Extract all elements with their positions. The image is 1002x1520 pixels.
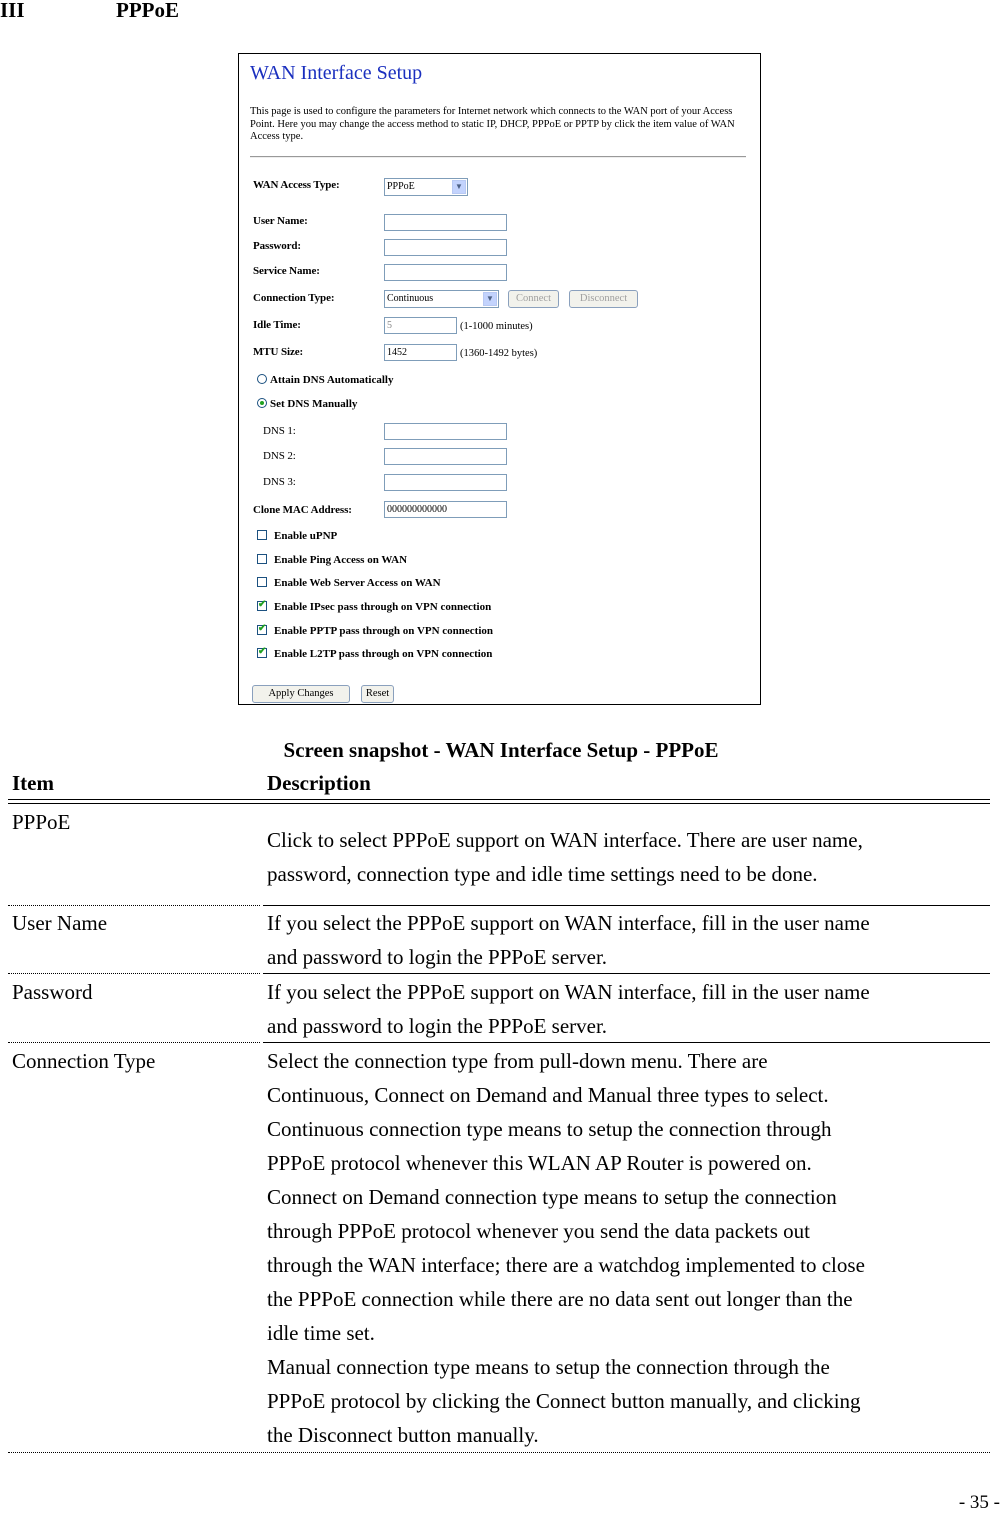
checkbox-l2tp[interactable] [257,648,492,660]
dns3-label: DNS 3: [263,476,296,488]
row-item: Password [12,980,93,1004]
checkbox-ping-access[interactable] [257,554,407,566]
row-divider [263,1042,990,1043]
divider [250,156,746,158]
table-bottom-rule [8,1452,990,1453]
reset-button[interactable]: Reset [361,685,394,703]
dns2-label: DNS 2: [263,450,296,462]
description-line: the PPPoE connection while there are no data sent out longer than the [267,1287,853,1311]
table-header-description: Description [267,771,371,795]
figure-caption: Screen snapshot - WAN Interface Setup - PPPoE [283,738,719,762]
idle-time-input[interactable]: 5 [384,317,457,334]
row-item: Connection Type [12,1049,156,1073]
checkbox-checked-icon [257,625,267,635]
checkbox-checked-icon [257,648,267,658]
description-line: Manual connection type means to setup the connection through the [267,1355,830,1379]
dns-auto-option[interactable] [257,374,393,386]
dns-auto-label: Attain DNS Automatically [270,374,394,386]
row-description [267,975,992,1043]
user-name-label: User Name: [253,215,308,227]
mtu-size-label: MTU Size: [253,346,304,358]
row-description [267,906,992,974]
password-input[interactable] [384,239,507,256]
checkbox-web-access[interactable] [257,577,441,589]
service-name-input[interactable] [384,264,507,281]
checkbox-checked-icon [257,601,267,611]
description-line: idle time set. [267,1321,375,1345]
dns3-input[interactable] [384,474,507,491]
connection-type-value: Continuous [387,293,434,304]
checkbox-label: Enable uPNP [274,530,338,542]
disconnect-button[interactable]: Disconnect [569,290,638,308]
description-line: PPPoE protocol whenever this WLAN AP Router is powered on. [267,1151,812,1175]
chevron-down-icon: ▼ [452,180,466,194]
idle-time-hint: (1-1000 minutes) [460,321,533,332]
description-line: Select the connection type from pull-down menu. There are [267,1049,768,1073]
screen-title: WAN Interface Setup [250,62,423,84]
user-name-input[interactable] [384,214,507,231]
dns1-label: DNS 1: [263,425,296,437]
header-rule [8,803,990,804]
table-header-item: Item [12,771,54,795]
page-number: - 35 - [958,1492,1000,1513]
description-line: PPPoE protocol by clicking the Connect button manually, and clicking [267,1389,861,1413]
description-line: Click to select PPPoE support on WAN interface. There are user name, [267,828,863,852]
connection-type-select[interactable] [384,290,499,308]
dns-manual-label: Set DNS Manually [270,398,358,410]
clone-mac-label: Clone MAC Address: [253,504,352,516]
checkbox-label: Enable Web Server Access on WAN [274,577,441,589]
checkbox-label: Enable PPTP pass through on VPN connection [274,625,494,637]
section-title: PPPoE [116,0,179,22]
checkbox-upnp[interactable] [257,530,337,542]
description-line: password, connection type and idle time settings need to be done. [267,862,818,886]
checkbox-pptp[interactable] [257,625,493,637]
checkbox-label: Enable Ping Access on WAN [274,554,408,566]
wan-access-type-value: PPPoE [387,181,415,192]
description-line: Continuous, Connect on Demand and Manual three types to select. [267,1083,829,1107]
chevron-down-icon: ▼ [483,292,497,306]
checkbox-ipsec[interactable] [257,601,491,613]
checkbox-label: Enable IPsec pass through on VPN connection [274,601,492,613]
header-rule [8,799,990,800]
apply-changes-button[interactable]: Apply Changes [252,685,350,703]
row-divider [8,1042,260,1043]
description-line: Connect on Demand connection type means to setup the connection [267,1185,837,1209]
row-divider [8,905,260,906]
description-line: through the WAN interface; there are a watchdog implemented to close [267,1253,865,1277]
description-line: If you select the PPPoE support on WAN interface, fill in the user name [267,911,870,935]
row-item: User Name [12,911,108,935]
row-description [267,1044,992,1452]
radio-icon [257,374,267,384]
idle-time-label: Idle Time: [253,319,301,331]
connect-button[interactable]: Connect [508,290,559,308]
row-item: PPPoE [12,810,71,834]
mtu-size-hint: (1360-1492 bytes) [460,348,538,359]
wan-access-type-select[interactable] [384,178,468,196]
description-line: If you select the PPPoE support on WAN interface, fill in the user name [267,980,870,1004]
wan-setup-screenshot [238,53,761,705]
checkbox-icon [257,530,267,540]
section-number: III [0,0,25,22]
description-line: and password to login the PPPoE server. [267,945,608,969]
service-name-label: Service Name: [253,265,320,277]
password-label: Password: [253,240,301,252]
checkbox-icon [257,577,267,587]
clone-mac-input[interactable]: 000000000000 [384,501,507,518]
description-line: through PPPoE protocol whenever you send the data packets out [267,1219,810,1243]
screen-description: This page is used to configure the parameters for Internet network which connects to the WAN port of your Access Point. Here you may change the access method to static IP, DHCP, PPPoE or PPTP by click the item value of WAN Access type. [250,106,735,142]
checkbox-icon [257,554,267,564]
dns-manual-option[interactable] [257,398,357,410]
checkbox-label: Enable L2TP pass through on VPN connection [274,648,493,660]
row-divider [263,973,990,974]
description-line: Continuous connection type means to setup the connection through [267,1117,832,1141]
description-line: the Disconnect button manually. [267,1423,539,1447]
description-line: and password to login the PPPoE server. [267,1014,608,1038]
radio-selected-icon [257,398,267,408]
dns2-input[interactable] [384,448,507,465]
row-divider [8,973,260,974]
connection-type-label: Connection Type: [253,292,335,304]
dns1-input[interactable] [384,423,507,440]
row-description [267,823,992,891]
wan-access-type-label: WAN Access Type: [253,179,340,191]
mtu-size-input[interactable]: 1452 [384,344,457,361]
